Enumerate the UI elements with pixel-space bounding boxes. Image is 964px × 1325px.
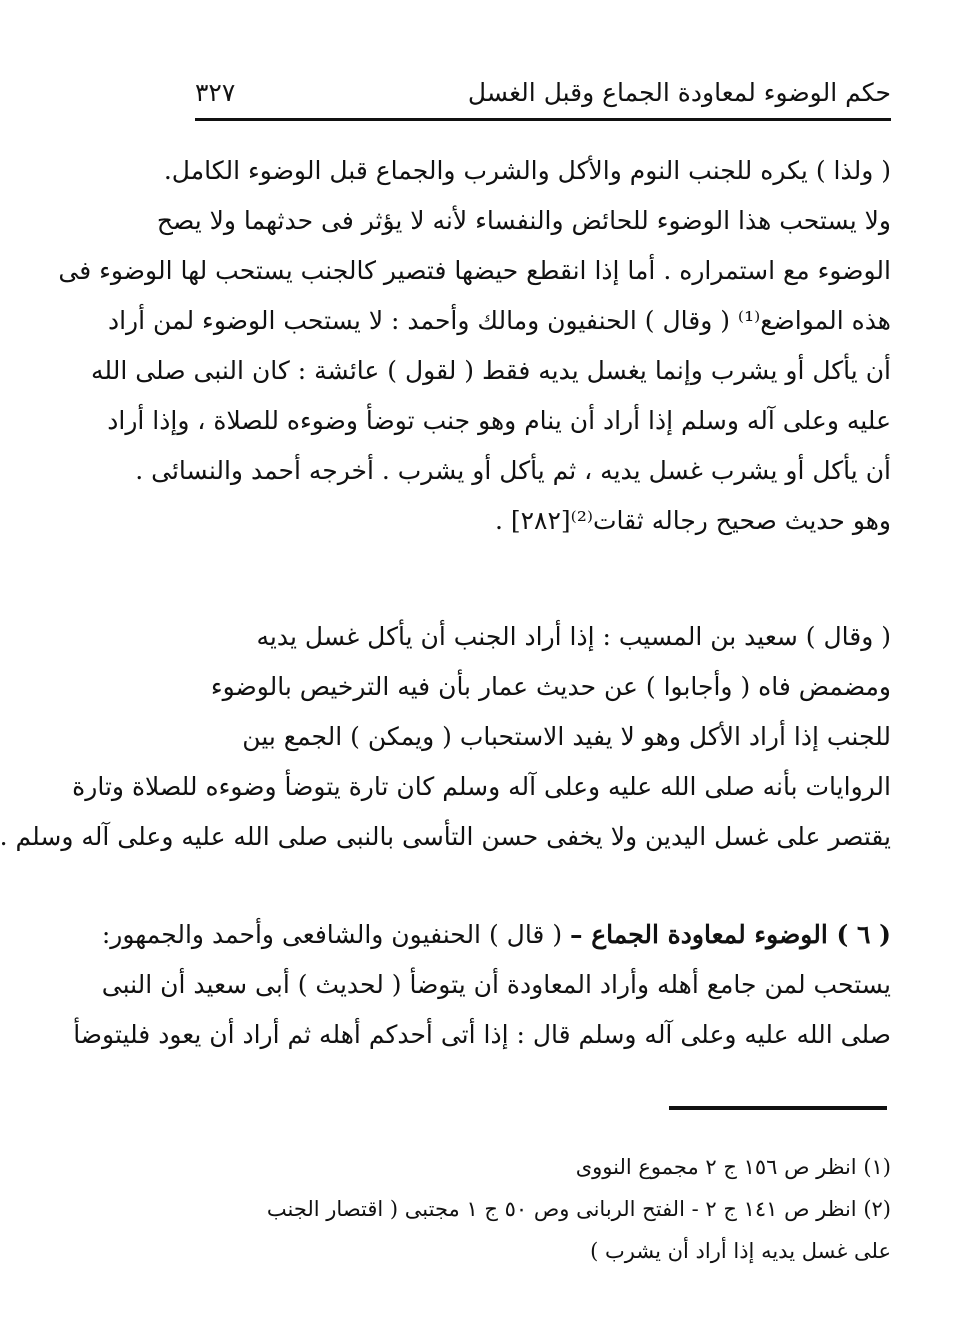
header-rule	[195, 118, 891, 121]
text-line: ولا يستحب هذا الوضوء للحائض والنفساء لأنه لا يؤثر فى حدثهما ولا يصح	[156, 206, 891, 235]
text-line-continuation: ( قال ) الحنفيون والشافعى وأحمد والجمهور:	[101, 920, 563, 949]
text-line: يقتصر على غسل اليدين ولا يخفى حسن التأسى بالنبى صلى الله عليه وعلى آله وسلم .	[0, 822, 891, 851]
text-line: للجنب إذا أراد الأكل وهو لا يفيد الاستحباب ( ويمكن ) الجمع بين	[242, 722, 891, 751]
footnote: على غسل يديه إذا أراد أن يشرب )	[590, 1239, 891, 1263]
text-line: صلى الله عليه وعلى آله وسلم قال : إذا أتى أحدكم أهله ثم أراد أن يعود فليتوضأ	[73, 1020, 891, 1049]
text-line: أن يأكل أو يشرب غسل يديه ، ثم يأكل أو يشرب . أخرجه أحمد والنسائى .	[135, 456, 891, 485]
text-line: أن يأكل أو يشرب وإنما يغسل يديه فقط ( لقول ) عائشة : كان النبى صلى الله	[91, 356, 891, 385]
text-line: عليه وعلى آله وسلم إذا أراد أن ينام وهو جنب توضأ وضوءه للصلاة ، وإذا أراد	[107, 406, 891, 435]
text-line: ( ولذا ) يكره للجنب النوم والأكل والشرب والجماع قبل الوضوء الكامل.	[163, 156, 891, 185]
text-line: الروايات بأنه صلى الله عليه وعلى آله وسلم كان تارة يتوضأ وضوءه للصلاة وتارة	[72, 772, 891, 801]
page-number: ٣٢٧	[195, 77, 236, 107]
paragraph-2	[0, 612, 891, 862]
footnote: (٢) انظر ص ١٤١ ج ٢ - الفتح الربانى وص ٥٠ ج ١ مجتبى ( اقتصار الجنب	[266, 1197, 891, 1221]
running-title: حكم الوضوء لمعاودة الجماع وقبل الغسل	[467, 77, 891, 107]
text-line: وهو حديث صحيح رجاله ثقات⁽²⁾[٢٨٢] .	[494, 506, 891, 535]
page-header	[195, 72, 891, 112]
text-line: ( وقال ) سعيد بن المسيب : إذا أراد الجنب أن يأكل غسل يديه	[256, 622, 891, 651]
text-line: يستحب لمن جامع أهله وأراد المعاودة أن يتوضأ ( لحديث ) أبى سعيد أن النبى	[101, 970, 891, 999]
footnote-rule	[669, 1106, 887, 1110]
footnotes	[201, 1146, 891, 1272]
text-line	[101, 910, 891, 960]
section-heading: ( ٦ ) الوضوء لمعاودة الجماع –	[570, 920, 891, 949]
text-line: هذه المواضع⁽¹⁾ ( وقال ) الحنفيون ومالك وأحمد : لا يستحب الوضوء لمن أراد	[107, 306, 891, 335]
text-line: الوضوء مع استمراره . أما إذا انقطع حيضها فتصير كالجنب يستحب لها الوضوء فى	[58, 256, 891, 285]
paragraph-3	[73, 910, 891, 1060]
paragraph-1	[58, 146, 891, 546]
footnote: (١) انظر ص ١٥٦ ج ٢ مجموع النووى	[575, 1155, 891, 1179]
text-line: ومضمض فاه ( وأجابوا ) عن حديث عمار بأن فيه الترخيص بالوضوء	[210, 672, 891, 701]
